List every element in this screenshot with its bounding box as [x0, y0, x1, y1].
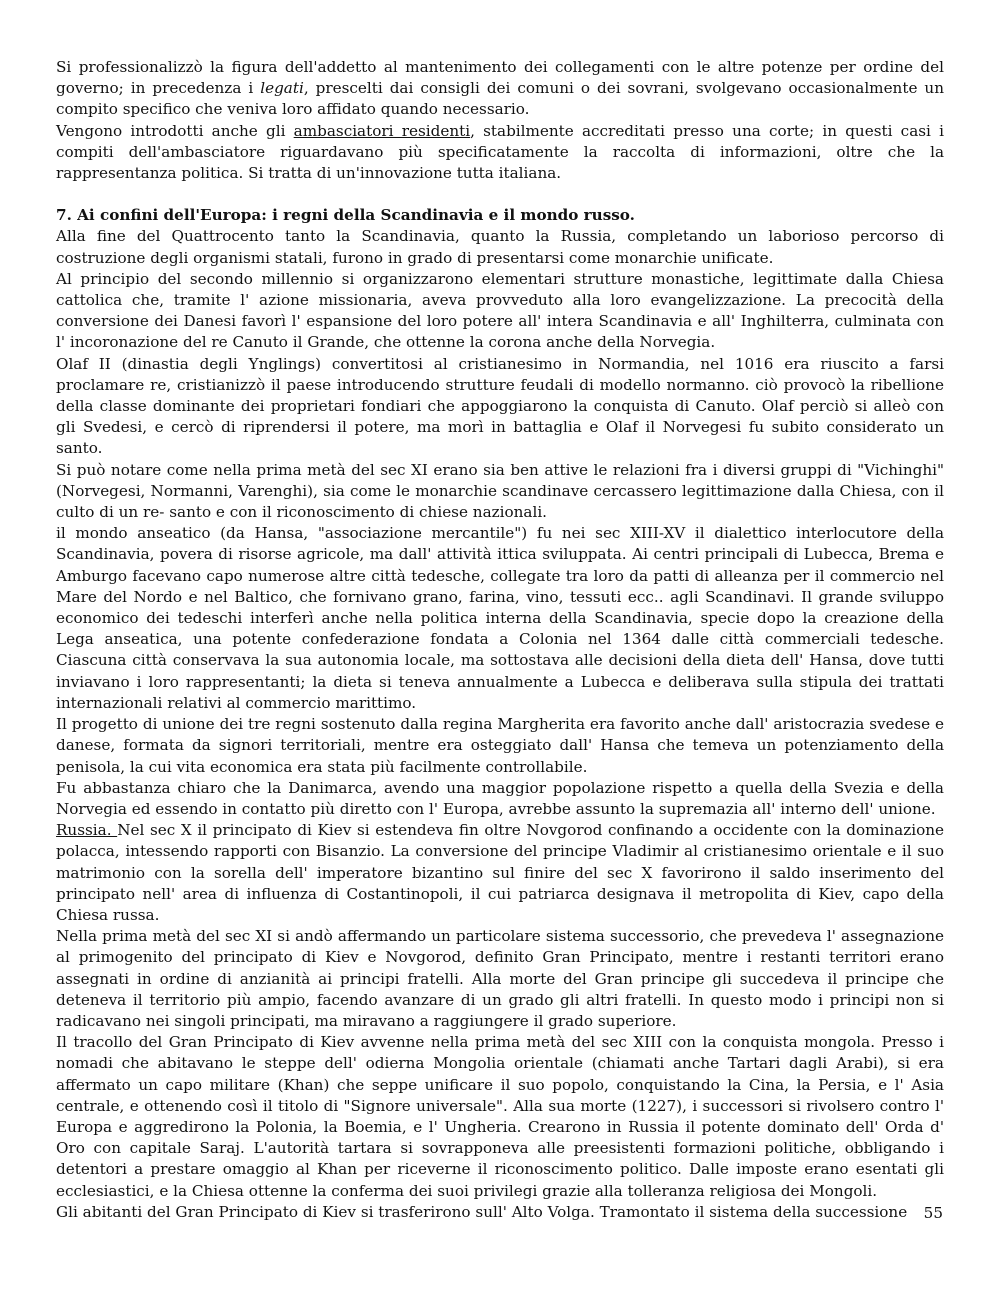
paragraph: Alla fine del Quattrocento tanto la Scandinavia, quanto la Russia, completando un laborioso percorso di costruzione degli organismi statali, furono in grado di presentarsi come monarchie unificate. [56, 227, 944, 267]
underlined-term: ambasciatori residenti [293, 121, 471, 140]
paragraph: Nella prima metà del sec XI si andò affermando un particolare sistema successorio, che prevedeva l' assegnazione al primogenito del principato di Kiev e Novgorod, definito Gran Principato, mentre i restanti territori erano assegnati in ordine di anzianità ai principi fratelli. Alla morte del Gran principe gli succedeva il principe che deteneva il territorio più ampio, facendo avanzare di un grado gli altri fratelli. In questo modo i principi non si radicavano nei singoli principati, ma miravano a raggiungere il grado superiore. [56, 927, 944, 1030]
italic-term: legati [260, 79, 304, 98]
paragraph: Si professionalizzò la figura dell'addetto al mantenimento dei collegamenti con le altre potenze per ordine del governo; in precedenza i legati, prescelti dai consigli dei comuni o dei sovrani, svolgevano occasionalmente un compito specifico che veniva loro affidato quando necessario. [56, 58, 944, 119]
paragraph: Fu abbastanza chiaro che la Danimarca, avendo una maggior popolazione rispetto a quella della Svezia e della Norvegia ed essendo in contatto più diretto con l' Europa, avrebbe assunto la supremazia all' interno dell' unione. [56, 778, 944, 818]
page-number: 55 [923, 1204, 943, 1222]
underlined-term: Russia. [56, 821, 118, 840]
spacer [56, 184, 944, 205]
paragraph: Olaf II (dinastia degli Ynglings) convertitosi al cristianesimo in Normandia, nel 1016 era riuscito a farsi proclamare re, cristianizzò il paese introducendo strutture feudali di modello normanno. ciò provocò la ribellione della classe dominante dei proprietari fondiari che appoggiarono la conquista di Canuto. Olaf perciò si alleò con gli Svedesi, e cercò di riprendersi il potere, ma morì in battaglia e Olaf il Norvegesi fu subito considerato un santo. [56, 354, 944, 458]
paragraph: Il tracollo del Gran Principato di Kiev avvenne nella prima metà del sec XIII con la conquista mongola. Presso i nomadi che abitavano le steppe dell' odierna Mongolia orientale (chiamati anche Tartari dagli Arabi), si era affermato un capo militare (Khan) che seppe unificare il suo popolo, conquistando la Cina, la Persia, e l' Asia centrale, e ottenendo così il titolo di "Signore universale". Alla sua morte (1227), i successori si rivolsero contro l' Europa e aggredirono la Polonia, la Boemia, e l' Ungheria. Crearono in Russia il potente dominato dell' Orda d' Oro con capitale Saraj. L'autorità tartara si sovrapponeva alle preesistenti formazioni politiche, obbligando i detentori a prestare omaggio al Khan per riceverne il riconoscimento politico. Dalle imposte erano esentati gli ecclesiastici, e la Chiesa ottenne la conferma dei suoi privilegi grazie alla tolleranza religiosa dei Mongoli. [56, 1033, 944, 1200]
section-heading: 7. Ai confini dell'Europa: i regni della Scandinavia e il mondo russo. [56, 206, 635, 225]
paragraph: il mondo anseatico (da Hansa, "associazione mercantile") fu nei sec XIII-XV il dialettico interlocutore della Scandinavia, povera di risorse agricole, ma dall' attività ittica sviluppata. Ai centri principali di Lubecca, Brema e Amburgo facevano capo numerose altre città tedesche, collegate tra loro da patti di alleanza per il commercio nel Mare del Nordo e nel Baltico, che fornivano grano, farina, vino, tessuti ecc.. agli Scandinavi. Il grande sviluppo economico dei tedeschi interferì anche nella politica interna della Scandinavia, specie dopo la creazione della Lega anseatica, una potente confederazione fondata a Colonia nel 1364 dalle città commerciali tedesche. Ciascuna città conservava la sua autonomia locale, ma sottostava alle decisioni della dieta dell' Hansa, dove tutti inviavano i loro rappresentanti; la dieta si teneva annualmente a Lubecca e deliberava sulla stipula dei trattati internazionali relativi al commercio marittimo. [56, 524, 944, 712]
paragraph: Vengono introdotti anche gli ambasciatori residenti, stabilmente accreditati presso una corte; in questi casi i compiti dell'ambasciatore riguardavano più specificatamente la raccolta di informazioni, oltre che la rappresentanza politica. Si tratta di un'innovazione tutta italiana. [56, 121, 944, 183]
paragraph: Gli abitanti del Gran Principato di Kiev si trasferirono sull' Alto Volga. Tramontato il sistema della successione [56, 1202, 908, 1221]
paragraph: Russia. Nel sec X il principato di Kiev si estendeva fin oltre Novgorod confinando a occidente con la dominazione polacca, intessendo rapporti con Bisanzio. La conversione del principe Vladimir al cristianesimo orientale e il suo matrimonio con la sorella dell' imperatore bizantino sul finire del sec X favorirono il saldo inserimento del principato nell' area di influenza di Costantinopoli, il cui patriarca designava il metropolita di Kiev, capo della Chiesa russa. [56, 821, 944, 924]
paragraph: Il progetto di unione dei tre regni sostenuto dalla regina Margherita era favorito anche dall' aristocrazia svedese e danese, formata da signori territoriali, mentre era osteggiato dall' Hansa che temeva un potenziamento della penisola, la cui vita economica era stata più facilmente controllabile. [56, 715, 944, 776]
document-body [56, 57, 944, 1223]
paragraph: Si può notare come nella prima metà del sec XI erano sia ben attive le relazioni fra i diversi gruppi di "Vichinghi" (Norvegesi, Normanni, Varenghi), sia come le monarchie scandinave cercassero legittimazione dalla Chiesa, con il culto di un re- santo e con il riconoscimento di chiese nazionali. [56, 460, 944, 522]
paragraph: Al principio del secondo millennio si organizzarono elementari strutture monastiche, legittimate dalla Chiesa cattolica che, tramite l' azione missionaria, aveva provveduto alla loro evangelizzazione. La precocità della conversione dei Danesi favorì l' espansione del loro potere all' intera Scandinavia e all' Inghilterra, culminata con l' incoronazione del re Canuto il Grande, che ottenne la corona anche della Norvegia. [56, 269, 944, 352]
